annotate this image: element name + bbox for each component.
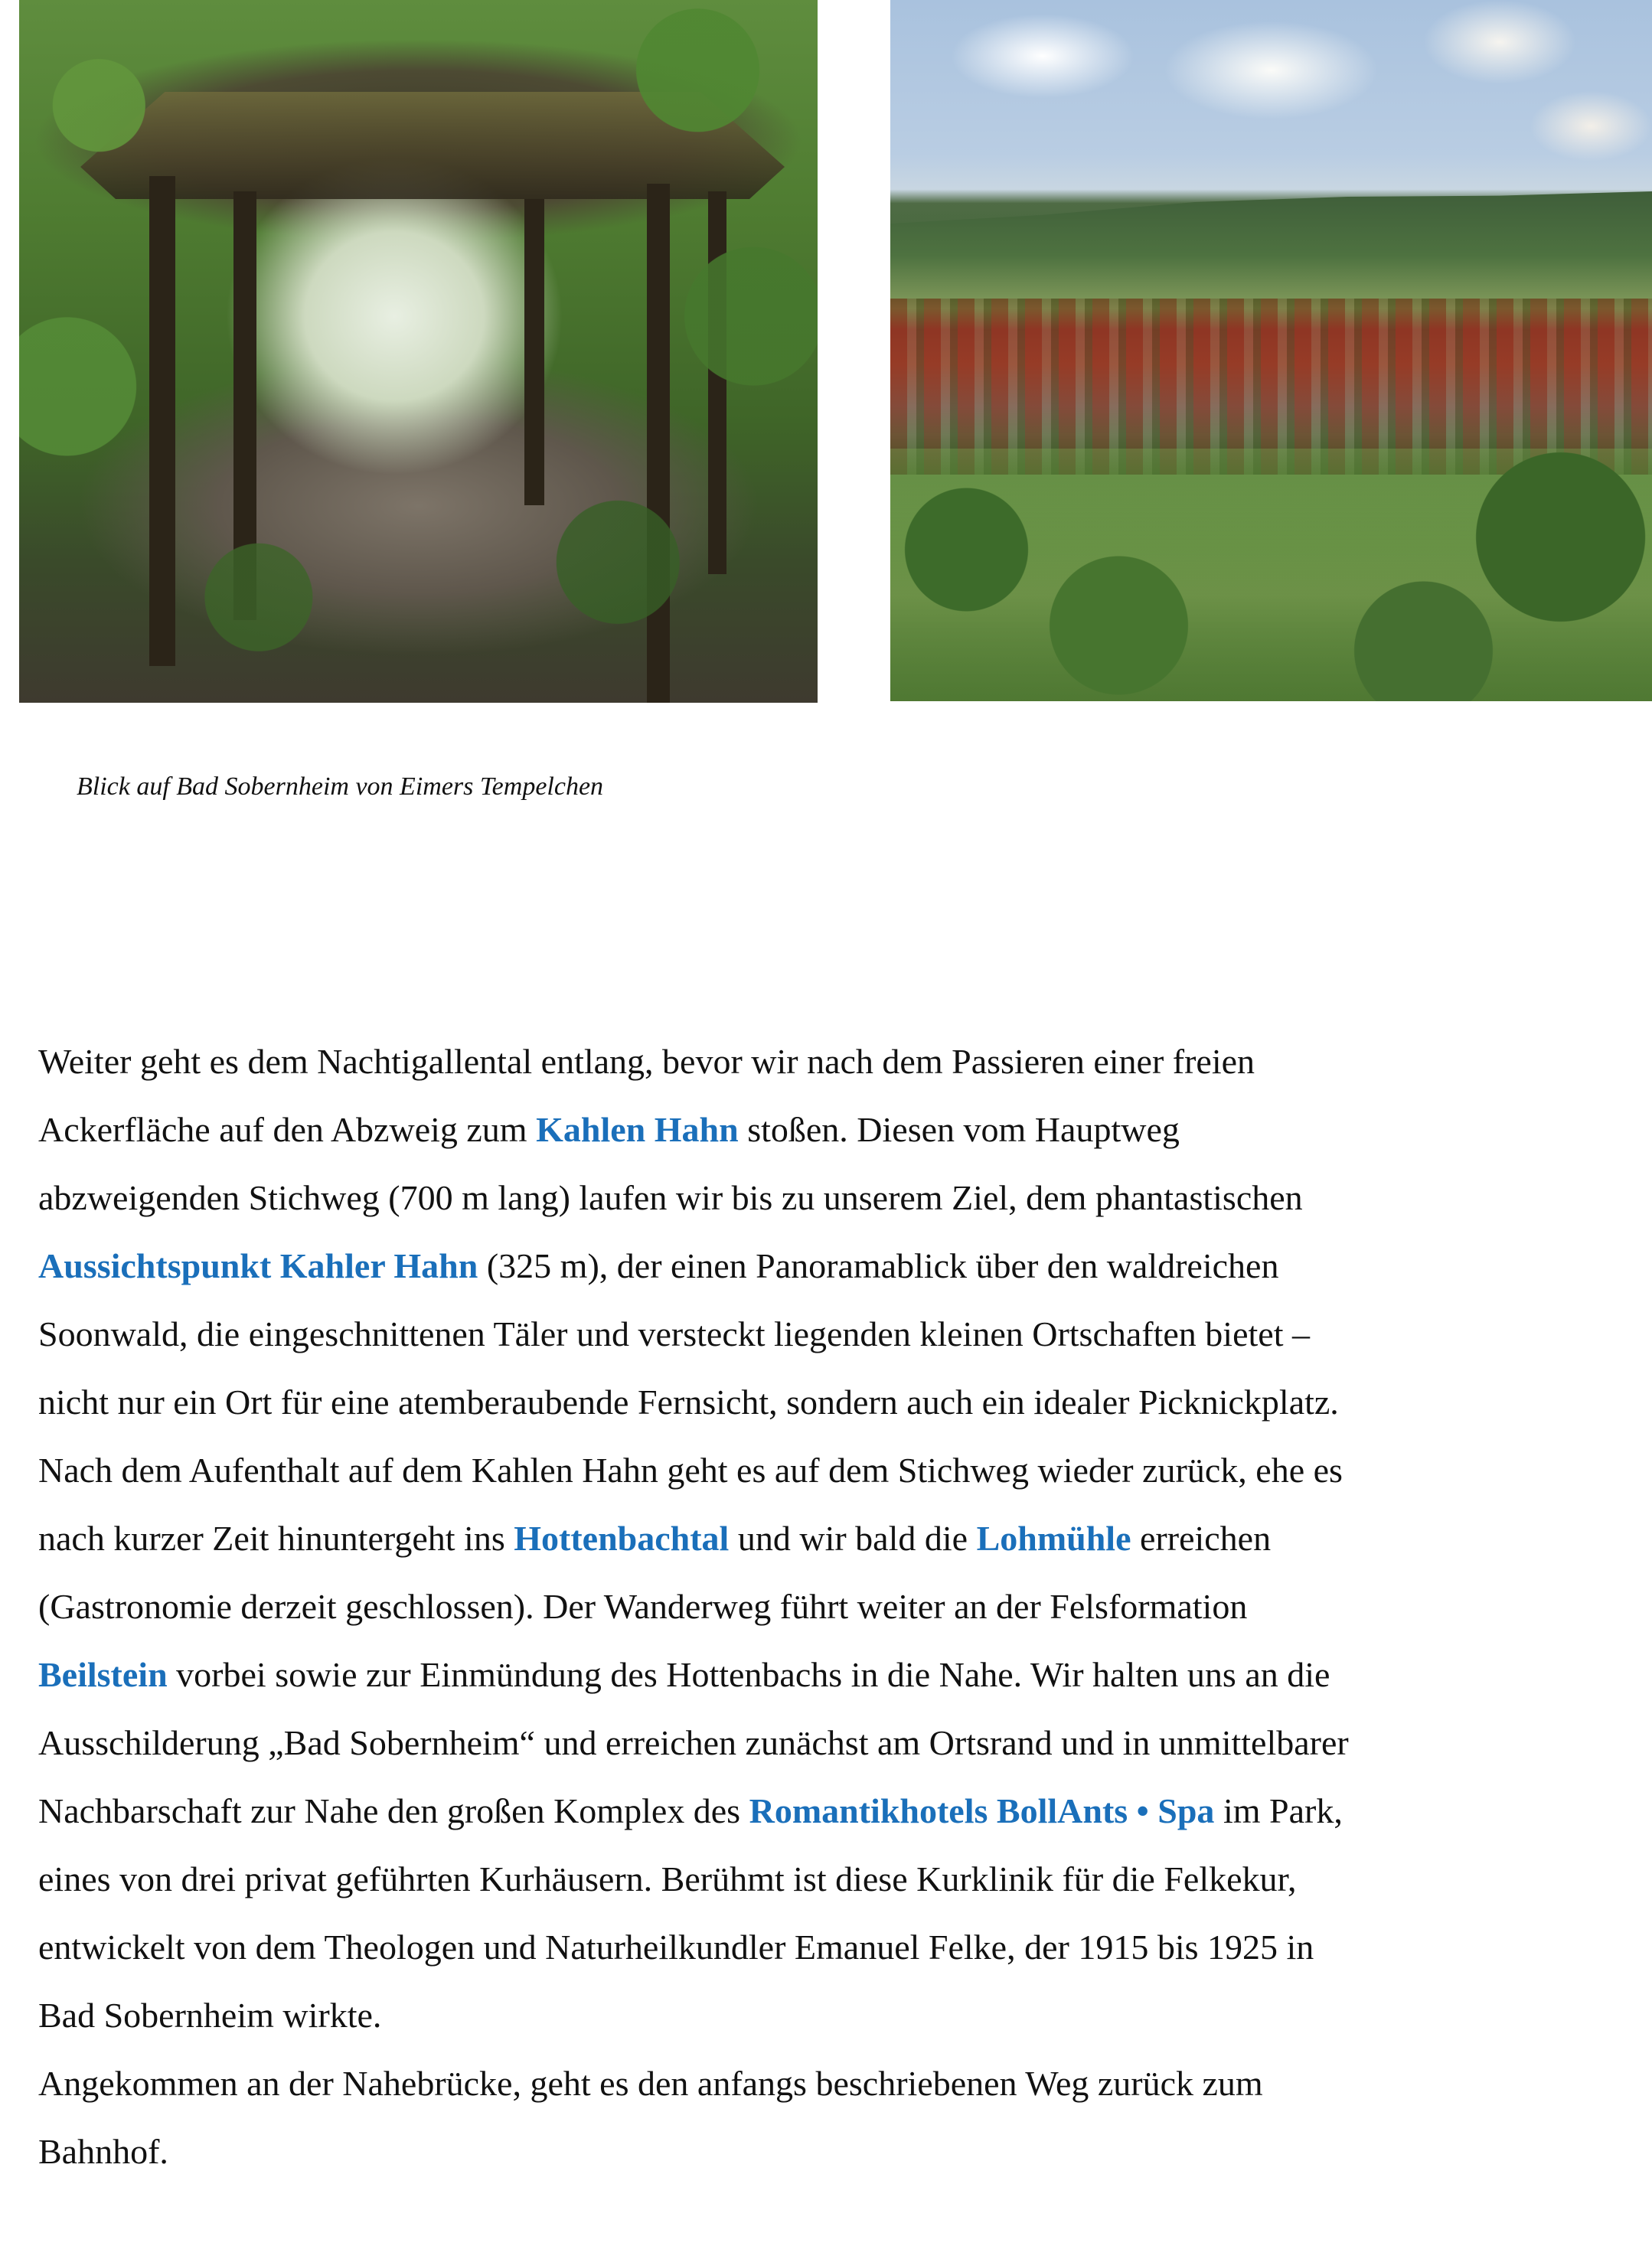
text-line: [38, 1095, 1349, 1164]
text-line: [38, 2117, 1349, 2186]
link-kahlen-hahn[interactable]: Kahlen Hahn: [536, 1110, 739, 1149]
text-line: [38, 1164, 1349, 1232]
text-segment: Bad Sobernheim wirkte.: [38, 1996, 382, 2035]
forest-hills: [890, 191, 1652, 299]
text-segment: Soonwald, die eingeschnittenen Täler und versteckt liegenden kleinen Ortschaften bietet –: [38, 1314, 1310, 1353]
text-segment: Nach dem Aufenthalt auf dem Kahlen Hahn geht es auf dem Stichweg wieder zurück, ehe es: [38, 1451, 1343, 1490]
text-segment: stoßen. Diesen vom Hauptweg: [738, 1110, 1180, 1149]
text-line: [38, 1504, 1349, 1572]
text-segment: Weiter geht es dem Nachtigallental entlang, bevor wir nach dem Passieren einer freien: [38, 1042, 1255, 1081]
text-segment: eines von drei privat geführten Kurhäusern. Berühmt ist diese Kurklinik für die Felkekur,: [38, 1859, 1297, 1898]
text-segment: vorbei sowie zur Einmündung des Hottenbachs in die Nahe. Wir halten uns an die: [167, 1655, 1330, 1694]
town-photo: [890, 0, 1652, 701]
text-line: [38, 1232, 1349, 1300]
text-segment: im Park,: [1214, 1791, 1343, 1830]
link-romantikhotels-bollants-spa[interactable]: Romantikhotels BollAnts • Spa: [749, 1791, 1215, 1830]
text-segment: nicht nur ein Ort für eine atemberaubende Fernsicht, sondern auch ein idealer Picknickplatz.: [38, 1383, 1339, 1422]
gazebo-photo: [19, 0, 818, 703]
text-line: [38, 1368, 1349, 1436]
text-segment: (Gastronomie derzeit geschlossen). Der Wanderweg führt weiter an der Felsformation: [38, 1587, 1248, 1626]
text-line: [38, 1709, 1349, 1777]
text-line: [38, 1027, 1349, 1095]
text-segment: nach kurzer Zeit hinuntergeht ins: [38, 1519, 514, 1558]
text-segment: Angekommen an der Nahebrücke, geht es den anfangs beschriebenen Weg zurück zum: [38, 2064, 1263, 2103]
link-hottenbachtal[interactable]: Hottenbachtal: [514, 1519, 730, 1558]
article-body: [38, 1027, 1349, 2186]
text-line: [38, 1572, 1349, 1640]
text-line: [38, 2049, 1349, 2117]
text-line: [38, 1913, 1349, 1981]
link-beilstein[interactable]: Beilstein: [38, 1655, 168, 1694]
text-segment: Bahnhof.: [38, 2132, 168, 2171]
text-line: [38, 1777, 1349, 1845]
text-segment: Ackerfläche auf den Abzweig zum: [38, 1110, 537, 1149]
text-segment: und wir bald die: [729, 1519, 977, 1558]
text-line: [38, 1640, 1349, 1709]
text-segment: abzweigenden Stichweg (700 m lang) laufen wir bis zu unserem Ziel, dem phantastischen: [38, 1178, 1303, 1217]
text-line: [38, 1300, 1349, 1368]
text-segment: Ausschilderung „Bad Sobernheim“ und erreichen zunächst am Ortsrand und in unmittelbarer: [38, 1723, 1349, 1762]
text-segment: (325 m), der einen Panoramablick über den waldreichen: [478, 1246, 1279, 1285]
foreground-trees: [890, 449, 1652, 701]
text-line: [38, 1436, 1349, 1504]
link-aussichtspunkt-kahler-hahn[interactable]: Aussichtspunkt Kahler Hahn: [38, 1246, 478, 1285]
text-line: [38, 1845, 1349, 1913]
foliage: [19, 0, 818, 703]
text-segment: erreichen: [1131, 1519, 1272, 1558]
text-segment: Nachbarschaft zur Nahe den großen Komplex des: [38, 1791, 749, 1830]
link-lohmühle[interactable]: Lohmühle: [976, 1519, 1131, 1558]
photo-caption: Blick auf Bad Sobernheim von Eimers Tempelchen: [77, 772, 604, 801]
text-line: [38, 1981, 1349, 2049]
text-segment: entwickelt von dem Theologen und Naturheilkundler Emanuel Felke, der 1915 bis 1925 in: [38, 1928, 1314, 1967]
